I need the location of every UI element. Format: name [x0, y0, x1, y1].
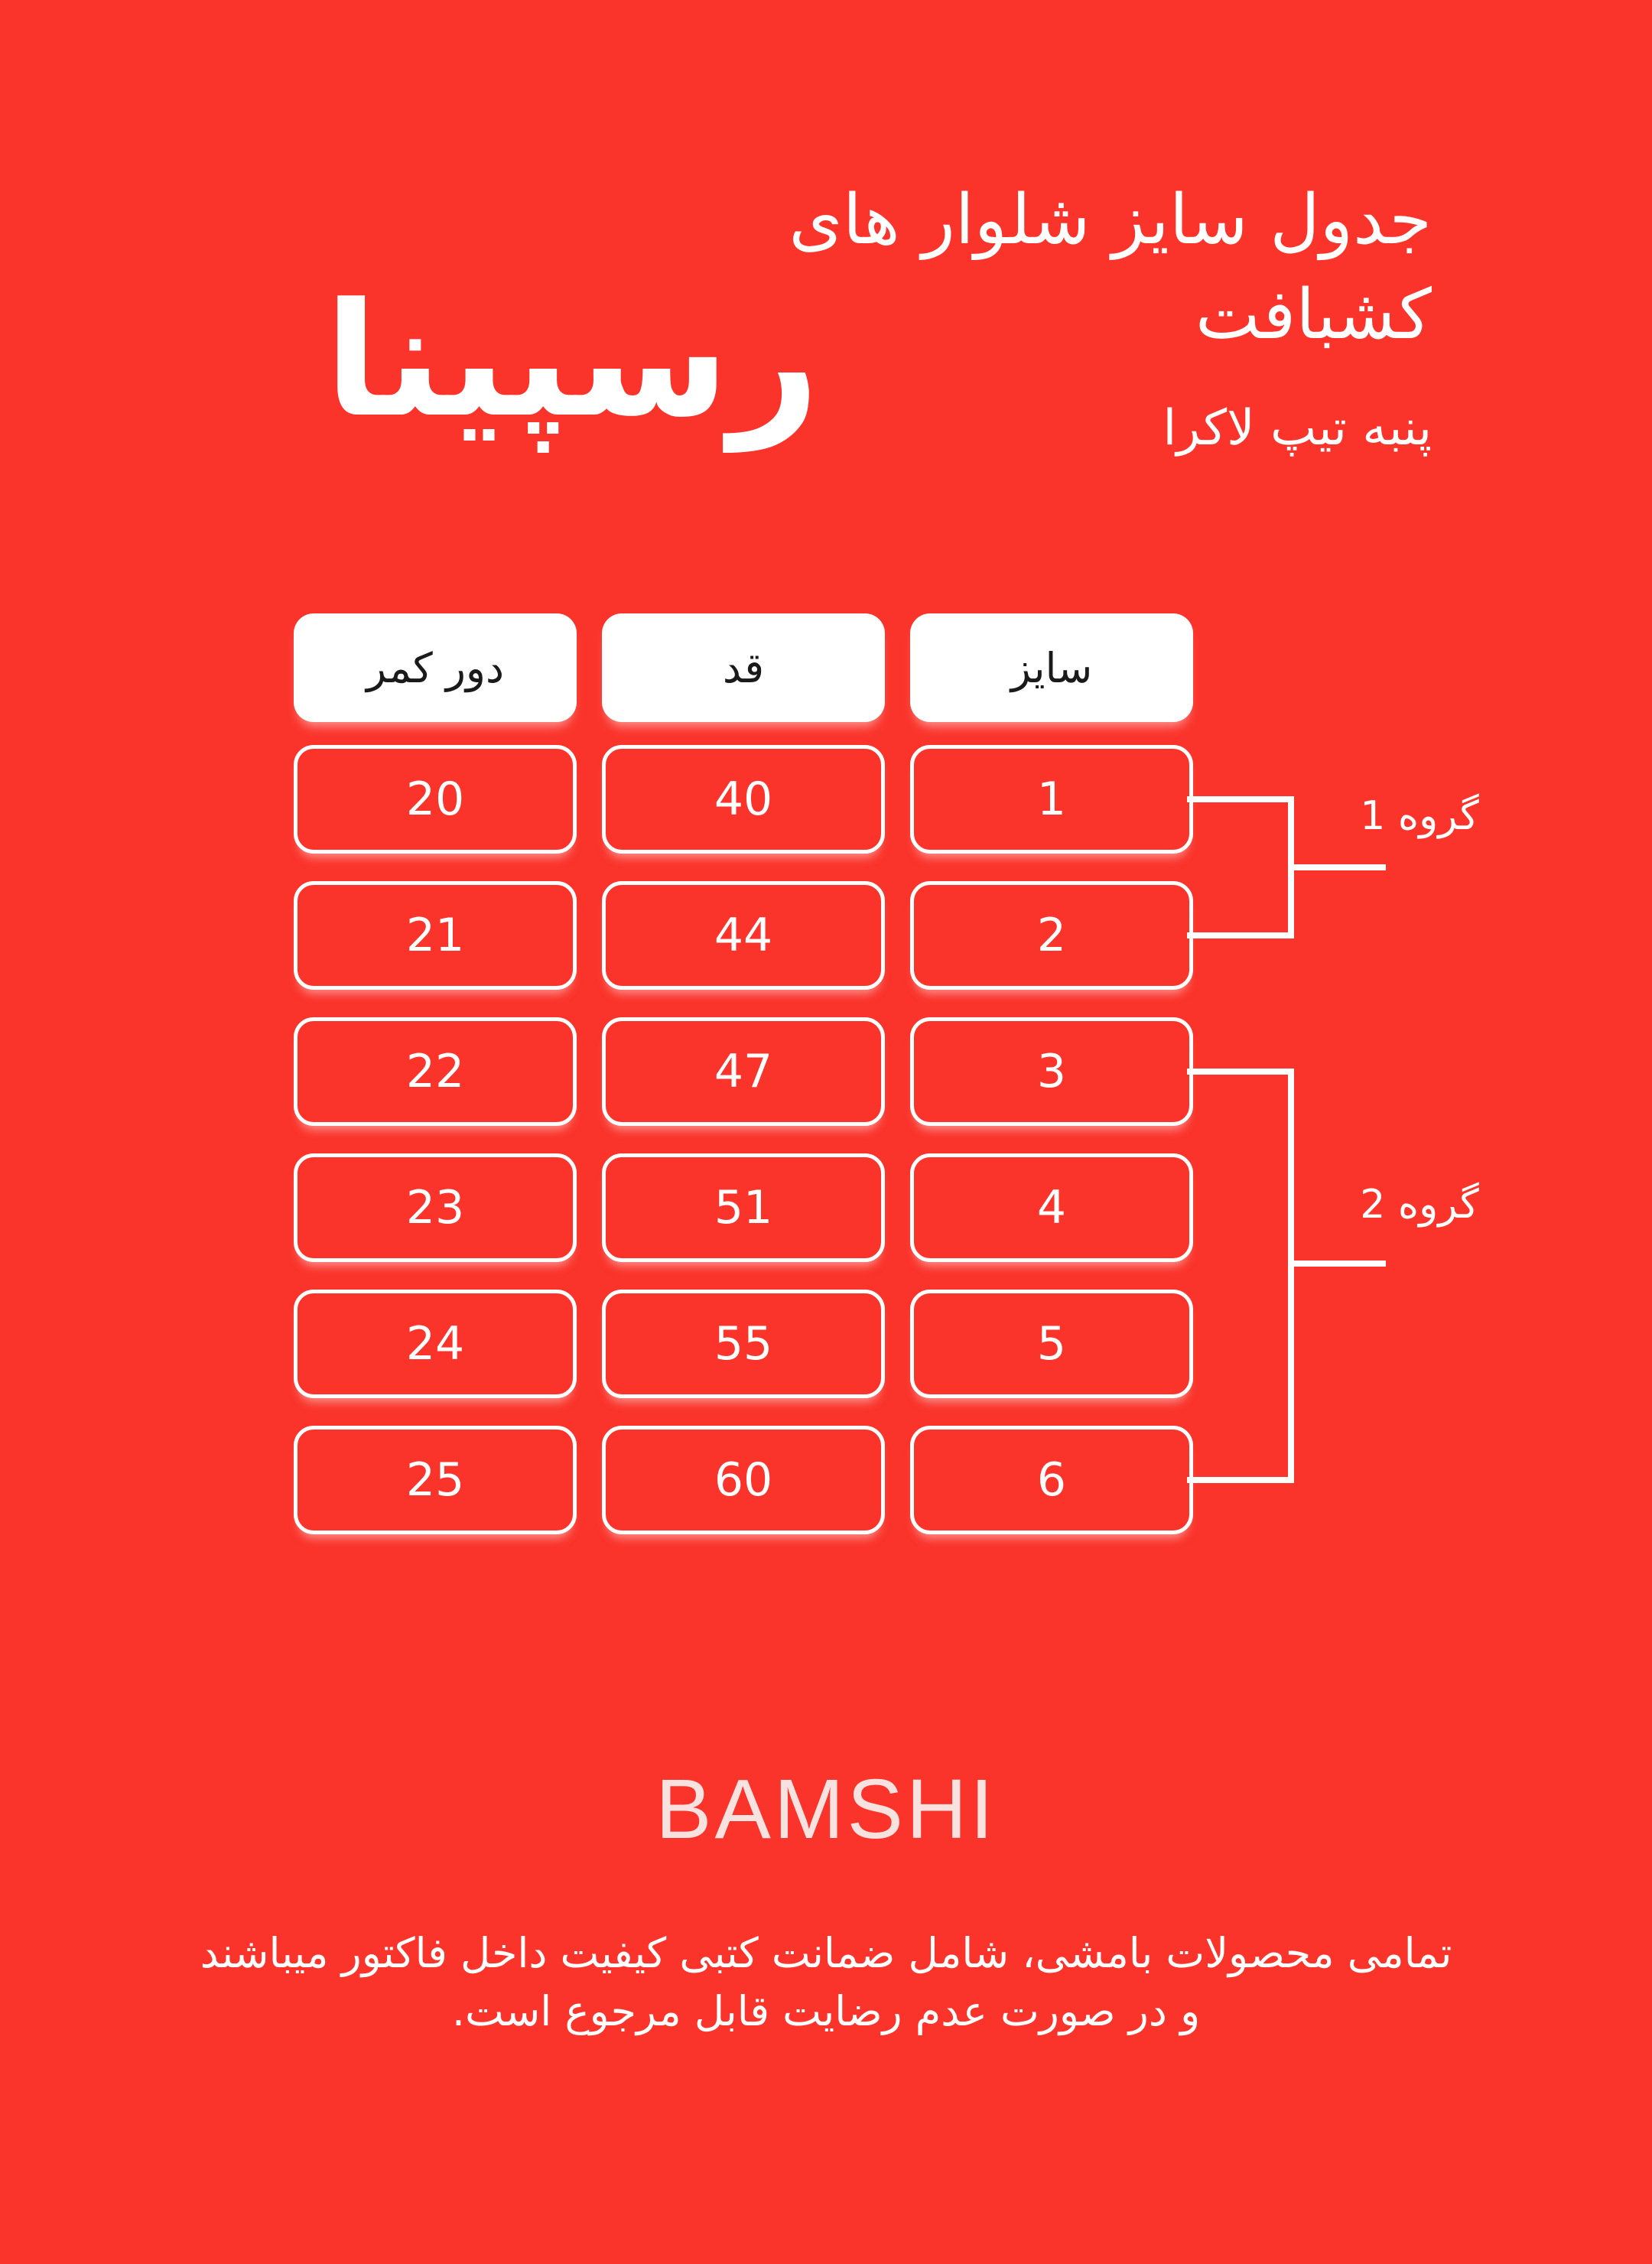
group2-bracket-pointer [1294, 1260, 1386, 1267]
cell-waist-row-4: 23 [294, 1153, 577, 1262]
page-title-line-2: کشبافت [1195, 275, 1432, 355]
group1-bracket-stub-bottom [1187, 932, 1291, 938]
guarantee-note-line-2: و در صورت عدم رضایت قابل مرجوع است. [451, 1987, 1201, 2035]
group1-bracket-vertical [1288, 796, 1294, 938]
fabric-subtitle: پنبه تیپ لاکرا [1163, 400, 1432, 457]
column-waist [294, 613, 577, 1534]
group1-bracket-stub-top [1187, 796, 1291, 802]
cell-size-row-6: 6 [910, 1426, 1193, 1534]
cell-size-row-4: 4 [910, 1153, 1193, 1262]
cell-size-row-1: 1 [910, 745, 1193, 854]
respina-logo: رسپینا [324, 270, 820, 452]
page-title-line-1: جدول سایز شلوار های [789, 180, 1432, 260]
page-title [789, 173, 1432, 363]
cell-height-row-6: 60 [602, 1426, 885, 1534]
cell-waist-row-3: 22 [294, 1017, 577, 1126]
column-height [602, 613, 885, 1534]
column-header-waist: دور کمر [294, 613, 577, 722]
cell-waist-row-5: 24 [294, 1290, 577, 1398]
group2-bracket-stub-bottom [1187, 1477, 1291, 1483]
size-table [294, 613, 1193, 1534]
cell-waist-row-1: 20 [294, 745, 577, 854]
brand-name: BAMSHI [655, 1762, 997, 1856]
column-header-height: قد [602, 613, 885, 722]
group1-bracket-pointer [1294, 864, 1386, 870]
cell-size-row-5: 5 [910, 1290, 1193, 1398]
column-header-size: سایز [910, 613, 1193, 722]
cell-height-row-5: 55 [602, 1290, 885, 1398]
cell-height-row-1: 40 [602, 745, 885, 854]
cell-waist-row-6: 25 [294, 1426, 577, 1534]
cell-height-row-2: 44 [602, 881, 885, 990]
guarantee-note-line-1: تمامی محصولات بامشی، شامل ضمانت کتبی کیفیت داخل فاکتور میباشند [200, 1929, 1452, 1977]
group2-bracket-stub-top [1187, 1069, 1291, 1075]
column-size [910, 613, 1193, 1534]
cell-size-row-2: 2 [910, 881, 1193, 990]
group2-label: گروه 2 [1360, 1182, 1479, 1228]
cell-height-row-4: 51 [602, 1153, 885, 1262]
cell-size-row-3: 3 [910, 1017, 1193, 1126]
group1-label: گروه 1 [1360, 793, 1479, 839]
guarantee-note [0, 1924, 1652, 2041]
group2-bracket-vertical [1288, 1069, 1294, 1483]
cell-height-row-3: 47 [602, 1017, 885, 1126]
cell-waist-row-2: 21 [294, 881, 577, 990]
